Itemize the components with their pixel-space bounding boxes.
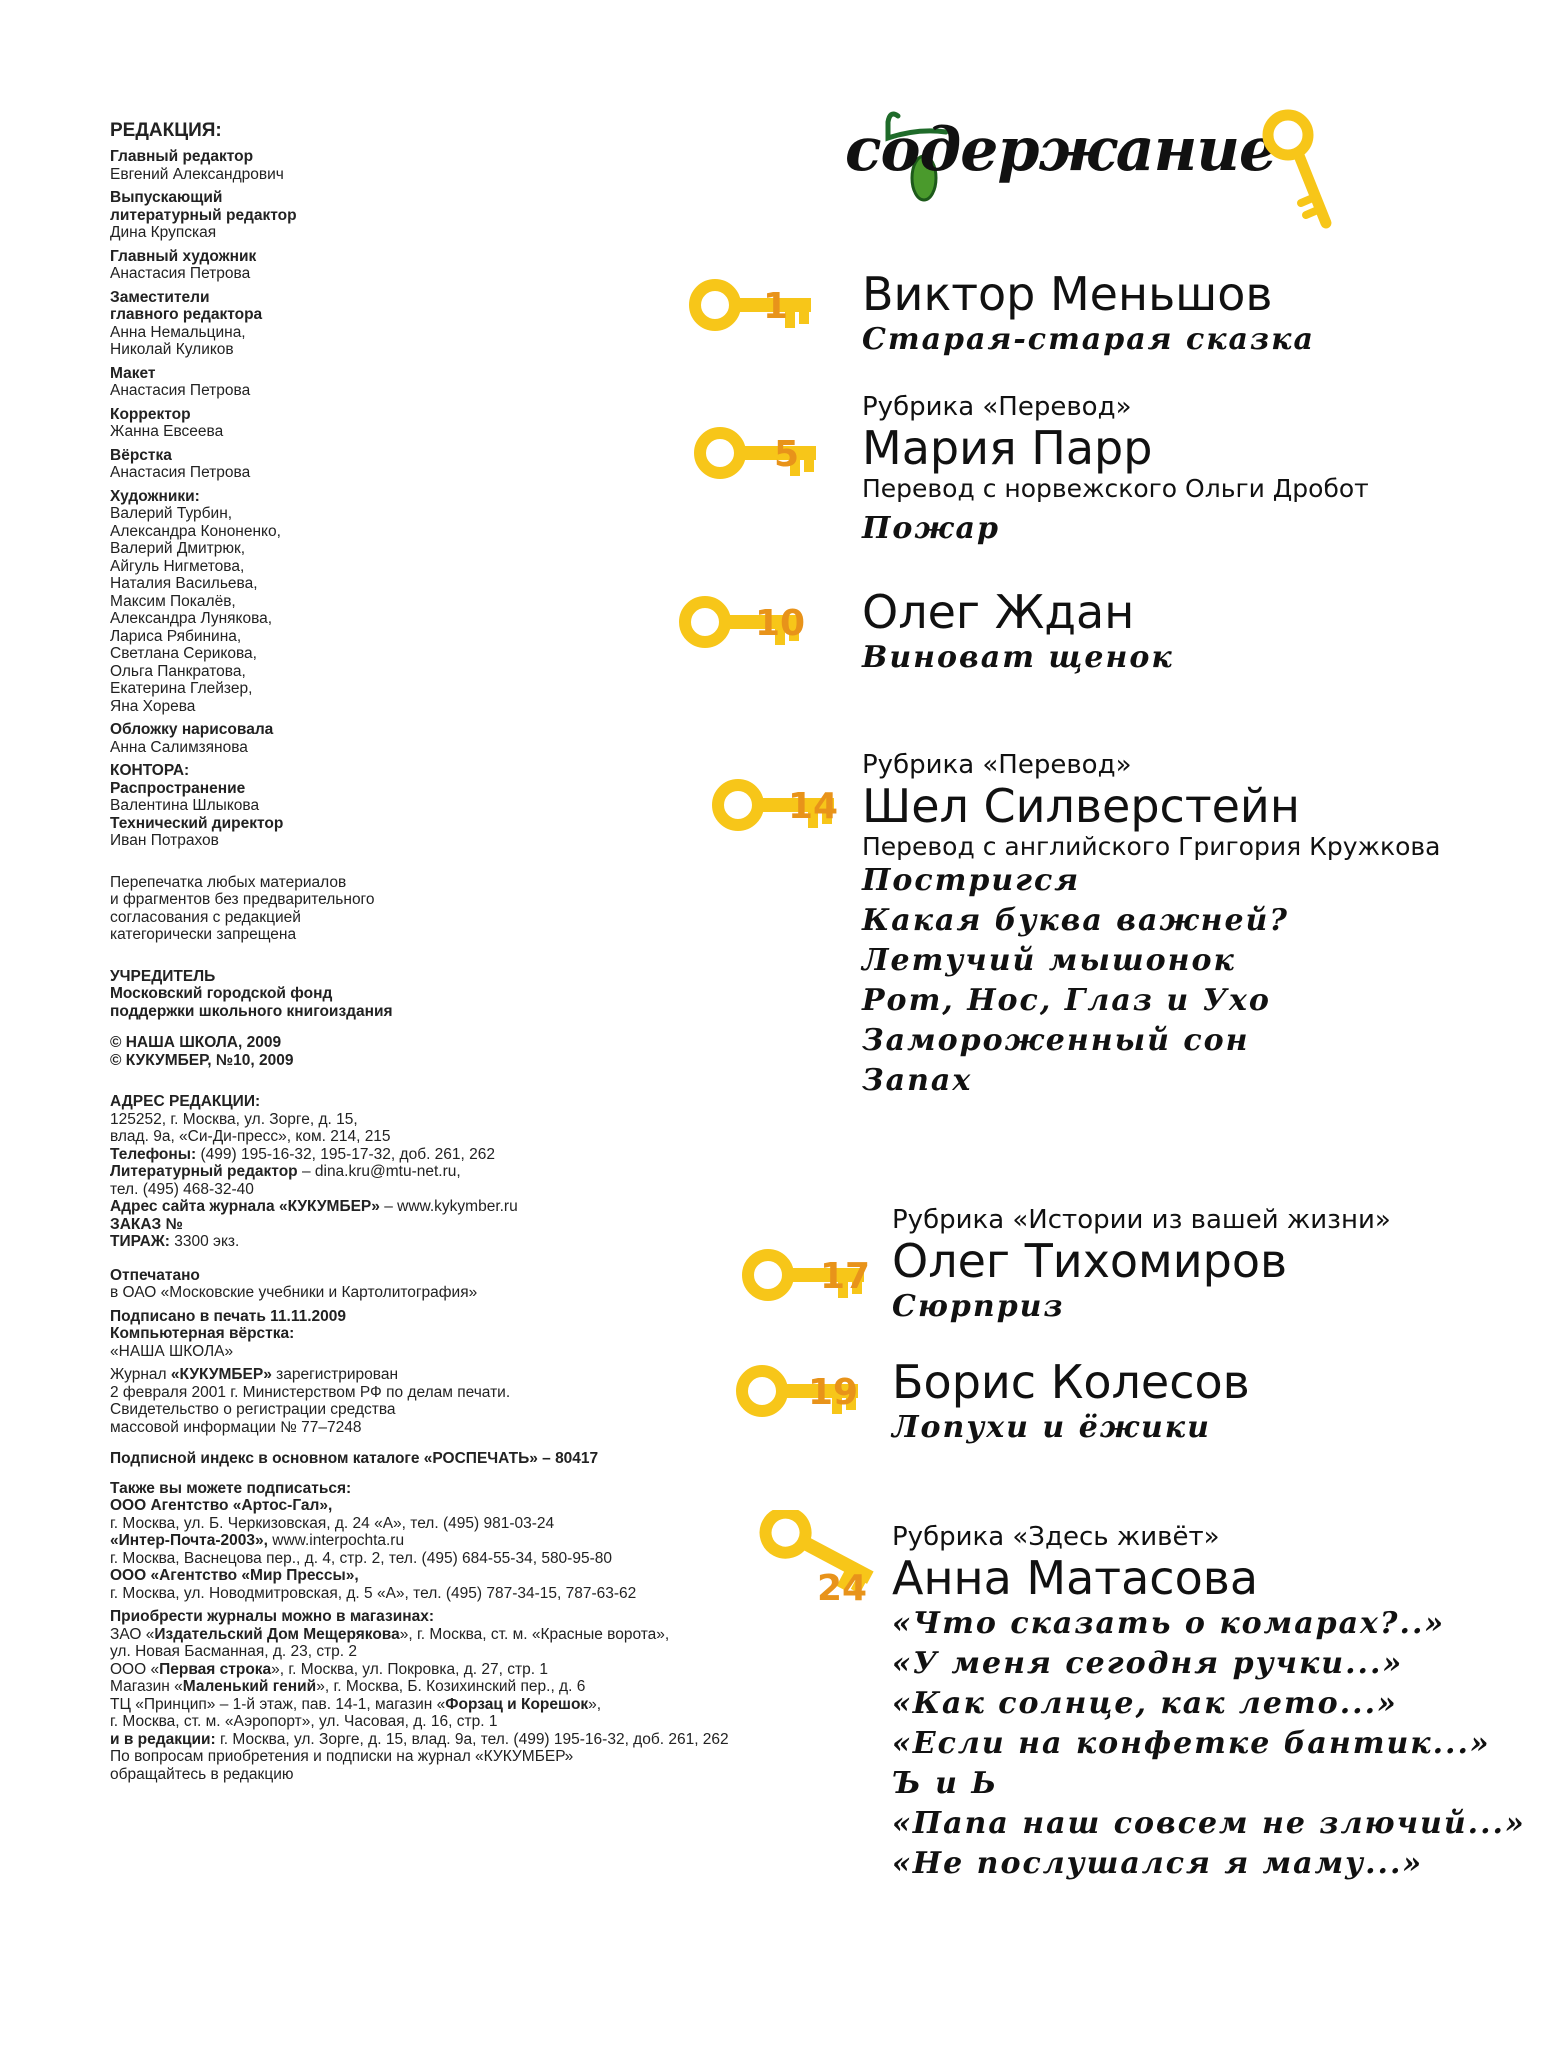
page-key-icon (675, 587, 810, 661)
agency-address: г. Москва, ул. Б. Черкизовская, д. 24 «А», тел. (495) 981-03-24 (110, 1514, 555, 1532)
shop-name: Первая строка (159, 1660, 272, 1678)
lit-editor-label: Литературный редактор (110, 1163, 298, 1180)
work-title: «Что сказать о комарах?..» (892, 1606, 1446, 1641)
founder-block (110, 968, 770, 1021)
person-name: Жанна Евсеева (110, 423, 224, 440)
site-line (110, 1198, 770, 1216)
person-name: Валерий Дмитрюк, (110, 540, 246, 557)
printed-value: в ОАО «Московские учебники и Картолитография» (110, 1284, 478, 1301)
page-key-icon (745, 1510, 880, 1624)
shop-address: г. Москва, ст. м. «Аэропорт», ул. Часовая, д. 16, стр. 1 (110, 1713, 498, 1730)
shop-address: ул. Новая Басманная, д. 23, стр. 2 (110, 1643, 358, 1660)
role-label: Главный художник (110, 247, 257, 265)
page-number: 14 (788, 786, 839, 827)
imprint-typesetting (110, 447, 770, 482)
work-title: Летучий мышонок (862, 943, 1236, 978)
person-name: Айгуль Нигметова, (110, 557, 245, 575)
registration-line: 2 февраля 2001 г. Министерством РФ по делам печати. (110, 1383, 511, 1401)
imprint-cover (110, 721, 770, 756)
work-title: Лопухи и ёжики (892, 1410, 1211, 1445)
golden-key-icon (1260, 105, 1340, 245)
role-label: Главный редактор (110, 148, 254, 165)
agency-name: «Интер-Почта-2003», (110, 1532, 268, 1549)
office-line (110, 1731, 770, 1749)
toc-entry[interactable] (892, 1356, 1250, 1448)
author-name: Олег Ждан (862, 585, 1135, 639)
work-title: Ъ и Ь (892, 1766, 999, 1801)
person-name: Валерий Турбин, (110, 505, 233, 522)
subscription-index (110, 1450, 770, 1468)
imprint-chief-editor (110, 148, 770, 183)
person-name: Наталия Васильева, (110, 575, 258, 592)
person-name: Иван Потрахов (110, 832, 219, 849)
author-name: Виктор Меньшов (862, 267, 1273, 321)
shops-label: Приобрести журналы можно в магазинах: (110, 1608, 434, 1625)
copyright-block (110, 1034, 770, 1069)
author-name: Анна Матасова (892, 1551, 1259, 1605)
key-svg (738, 1240, 873, 1310)
address-block (110, 1093, 770, 1251)
key-svg (708, 770, 843, 840)
lit-editor-value: – dina.kru@mtu-net.ru, (297, 1163, 461, 1180)
computer-layout-label: Компьютерная вёрстка: (110, 1325, 295, 1342)
agency-line (110, 1532, 770, 1550)
work-title: «Не послушался я маму...» (892, 1846, 1424, 1881)
work-title: Старая-старая сказка (862, 322, 1315, 357)
imprint-editorial-heading: РЕДАКЦИЯ: (110, 120, 222, 141)
key-svg (690, 418, 825, 488)
work-title: Запах (862, 1063, 973, 1098)
agency-name: ООО Агентство «Артос-Гал», (110, 1497, 333, 1514)
author-name: Мария Парр (862, 421, 1153, 475)
person-name: Анна Салимзянова (110, 738, 248, 756)
page-key-icon (738, 1240, 873, 1314)
founder-label: УЧРЕДИТЕЛЬ (110, 967, 216, 985)
site-value: – www.kykymber.ru (379, 1198, 518, 1215)
lit-editor-phone: тел. (495) 468-32-40 (110, 1180, 254, 1198)
imprint-proofreader (110, 406, 770, 441)
translator-line: Перевод с английского Григория Кружкова (862, 832, 1441, 861)
role-label: Корректор (110, 405, 191, 423)
role-label: Вёрстка (110, 446, 172, 464)
address-line: 125252, г. Москва, ул. Зорге, д. 15, (110, 1110, 358, 1128)
shop-line (110, 1626, 770, 1644)
notice-line: категорически запрещена (110, 926, 297, 943)
imprint-release-editor (110, 189, 770, 242)
agency-address: г. Москва, ул. Новодмитровская, д. 5 «А», тел. (495) 787-34-15, 787-63-62 (110, 1584, 637, 1602)
signed-label: Подписано в печать 11.11.2009 (110, 1307, 347, 1325)
registration-block (110, 1366, 770, 1436)
role-label: Заместители (110, 288, 210, 306)
founder-line: Московский городской фонд (110, 985, 333, 1002)
page-key-icon (708, 770, 843, 844)
person-name: Валентина Шлыкова (110, 797, 260, 814)
imprint-chief-artist (110, 248, 770, 283)
computer-layout-value: «НАША ШКОЛА» (110, 1342, 234, 1360)
print-run-line (110, 1233, 770, 1251)
page-key-icon (732, 1356, 867, 1430)
phones-label: Телефоны: (110, 1145, 197, 1163)
subscription-index-text: Подписной индекс в основном каталоге «РОСПЕЧАТЬ» – 80417 (110, 1450, 599, 1467)
page-title: содержание (845, 115, 1277, 185)
office-value: г. Москва, ул. Зорге, д. 15, влад. 9а, тел. (499) 195-16-32, доб. 261, 262 (215, 1730, 729, 1748)
shop-text: ЗАО « (110, 1625, 155, 1643)
toc-entry[interactable] (862, 268, 1315, 360)
toc-entry[interactable] (862, 392, 1369, 549)
shop-name: Форзац и Корешок (445, 1695, 589, 1713)
copyright-line: © НАША ШКОЛА, 2009 (110, 1034, 282, 1051)
person-name: Яна Хорева (110, 697, 196, 715)
address-label: АДРЕС РЕДАКЦИИ: (110, 1093, 261, 1110)
address-line: влад. 9а, «Си-Ди-пресс», ком. 214, 215 (110, 1128, 391, 1145)
questions-line: По вопросам приобретения и подписки на журнал «КУКУМБЕР» (110, 1748, 574, 1765)
questions-line: обращайтесь в редакцию (110, 1765, 294, 1783)
imprint-layout (110, 365, 770, 400)
role-label: литературный редактор (110, 206, 297, 224)
office-label: и в редакции: (110, 1730, 216, 1748)
person-name: Анастасия Петрова (110, 382, 251, 399)
agency-site: www.interpochta.ru (267, 1532, 405, 1549)
registration-line: массовой информации № 77–7248 (110, 1418, 362, 1436)
notice-line: согласования с редакцией (110, 908, 301, 926)
reprint-notice (110, 874, 770, 944)
person-name: Александра Кононенко, (110, 522, 281, 540)
shop-text: ТЦ «Принцип» – 1-й этаж, пав. 14-1, магазин « (110, 1695, 446, 1713)
person-name: Анна Немальцина, (110, 323, 246, 341)
imprint-column (110, 120, 770, 1789)
person-name: Ольга Панкратова, (110, 662, 246, 680)
shop-text: », г. Москва, ул. Покровка, д. 27, стр. 1 (271, 1660, 548, 1678)
author-name: Олег Тихомиров (892, 1234, 1288, 1288)
imprint-office (110, 762, 770, 850)
shop-text: Магазин « (110, 1678, 183, 1695)
role-label: главного редактора (110, 306, 263, 323)
work-title: Рот, Нос, Глаз и Ухо (862, 983, 1271, 1018)
registration-line: Свидетельство о регистрации средства (110, 1401, 396, 1418)
key-svg (675, 587, 810, 657)
author-name: Шел Силверстейн (862, 779, 1300, 833)
work-title: Постригся (862, 863, 1081, 898)
shop-line (110, 1678, 770, 1696)
shop-text: », (588, 1695, 602, 1713)
person-name: Евгений Александрович (110, 165, 284, 183)
imprint-artists (110, 488, 770, 716)
author-name: Борис Колесов (892, 1355, 1250, 1409)
page-number: 5 (774, 434, 800, 475)
rubric-label: Рубрика «Перевод» (862, 392, 1132, 422)
site-label: Адрес сайта журнала «КУКУМБЕР» (110, 1198, 380, 1215)
page-number: 17 (820, 1256, 871, 1297)
printed-label: Отпечатано (110, 1266, 200, 1284)
shop-text: ООО « (110, 1660, 160, 1678)
print-run-value: 3300 экз. (169, 1233, 240, 1250)
page-number: 24 (817, 1568, 868, 1609)
work-title: Пожар (862, 511, 1000, 546)
work-title: Замороженный сон (862, 1023, 1250, 1058)
work-title: Какая буква важней? (862, 903, 1289, 938)
person-name: Александра Лунякова, (110, 610, 273, 627)
lit-editor-line (110, 1163, 770, 1181)
key-svg (732, 1356, 867, 1426)
print-run-label: ТИРАЖ: (110, 1233, 170, 1250)
agency-address: г. Москва, Васнецова пер., д. 4, стр. 2, тел. (495) 684-55-34, 580-95-80 (110, 1549, 612, 1567)
work-title: Сюрприз (892, 1289, 1065, 1324)
toc-entry[interactable] (862, 586, 1174, 678)
order-label: ЗАКАЗ № (110, 1215, 183, 1233)
role-label: Технический директор (110, 814, 284, 832)
founder-line: поддержки школьного книгоиздания (110, 1002, 393, 1020)
role-label: Макет (110, 364, 156, 382)
person-name: Николай Куликов (110, 341, 234, 358)
work-title: Виноват щенок (862, 640, 1174, 675)
key-svg (685, 270, 820, 340)
reg-text: зарегистрирован (271, 1366, 399, 1383)
key-svg (745, 1510, 880, 1620)
notice-line: Перепечатка любых материалов (110, 873, 347, 891)
person-name: Светлана Серикова, (110, 645, 257, 662)
rubric-label: Рубрика «Перевод» (862, 750, 1132, 780)
shop-line (110, 1696, 770, 1714)
person-name: Анастасия Петрова (110, 464, 251, 481)
page-key-icon (690, 418, 825, 492)
work-title: «Как солнце, как лето...» (892, 1686, 1398, 1721)
rubric-label: Рубрика «Здесь живёт» (892, 1522, 1220, 1552)
registration-line (110, 1366, 770, 1384)
toc-entry[interactable] (862, 750, 1440, 1101)
toc-entry[interactable] (892, 1205, 1391, 1327)
translator-line: Перевод с норвежского Ольги Дробот (862, 474, 1369, 503)
reg-text: Журнал (110, 1366, 171, 1383)
person-name: Анастасия Петрова (110, 265, 251, 282)
toc-entry[interactable] (892, 1522, 1526, 1884)
page-number: 10 (755, 603, 806, 644)
work-title: «Папа наш совсем не злючий...» (892, 1806, 1526, 1841)
phones-line (110, 1146, 770, 1164)
shops-block (110, 1608, 770, 1783)
work-title: «У меня сегодня ручки...» (892, 1646, 1404, 1681)
subscribe-label: Также вы можете подписаться: (110, 1479, 352, 1497)
page-number: 1 (763, 286, 789, 327)
work-title: «Если на конфетке бантик...» (892, 1726, 1491, 1761)
subscribe-block (110, 1480, 770, 1603)
person-name: Максим Покалёв, (110, 592, 236, 610)
agency-name: ООО «Агентство «Мир Прессы», (110, 1567, 359, 1584)
imprint-deputies (110, 289, 770, 359)
person-name: Лариса Рябинина, (110, 627, 242, 645)
role-label: Распространение (110, 779, 246, 797)
copyright-line: © КУКУМБЕР, №10, 2009 (110, 1051, 294, 1069)
notice-line: и фрагментов без предварительного (110, 891, 375, 908)
reg-magazine: «КУКУМБЕР» (170, 1366, 272, 1383)
signed-block (110, 1308, 770, 1361)
page-number: 19 (808, 1372, 859, 1413)
office-heading: КОНТОРА: (110, 762, 190, 779)
shop-text: », г. Москва, Б. Козихинский пер., д. 6 (316, 1678, 586, 1695)
phones-value: (499) 195-16-32, 195-17-32, доб. 261, 262 (196, 1145, 496, 1163)
shop-text: », г. Москва, ст. м. «Красные ворота», (399, 1625, 670, 1643)
role-label: Художники: (110, 487, 200, 505)
role-label: Обложку нарисовала (110, 721, 274, 738)
role-label: Выпускающий (110, 189, 223, 206)
person-name: Дина Крупская (110, 224, 217, 241)
shop-line (110, 1661, 770, 1679)
person-name: Екатерина Глейзер, (110, 680, 253, 697)
rubric-label: Рубрика «Истории из вашей жизни» (892, 1205, 1391, 1235)
shop-name: Издательский Дом Мещерякова (154, 1625, 400, 1643)
shop-name: Маленький гений (182, 1678, 317, 1695)
page-key-icon (685, 270, 820, 344)
printed-block (110, 1267, 770, 1302)
